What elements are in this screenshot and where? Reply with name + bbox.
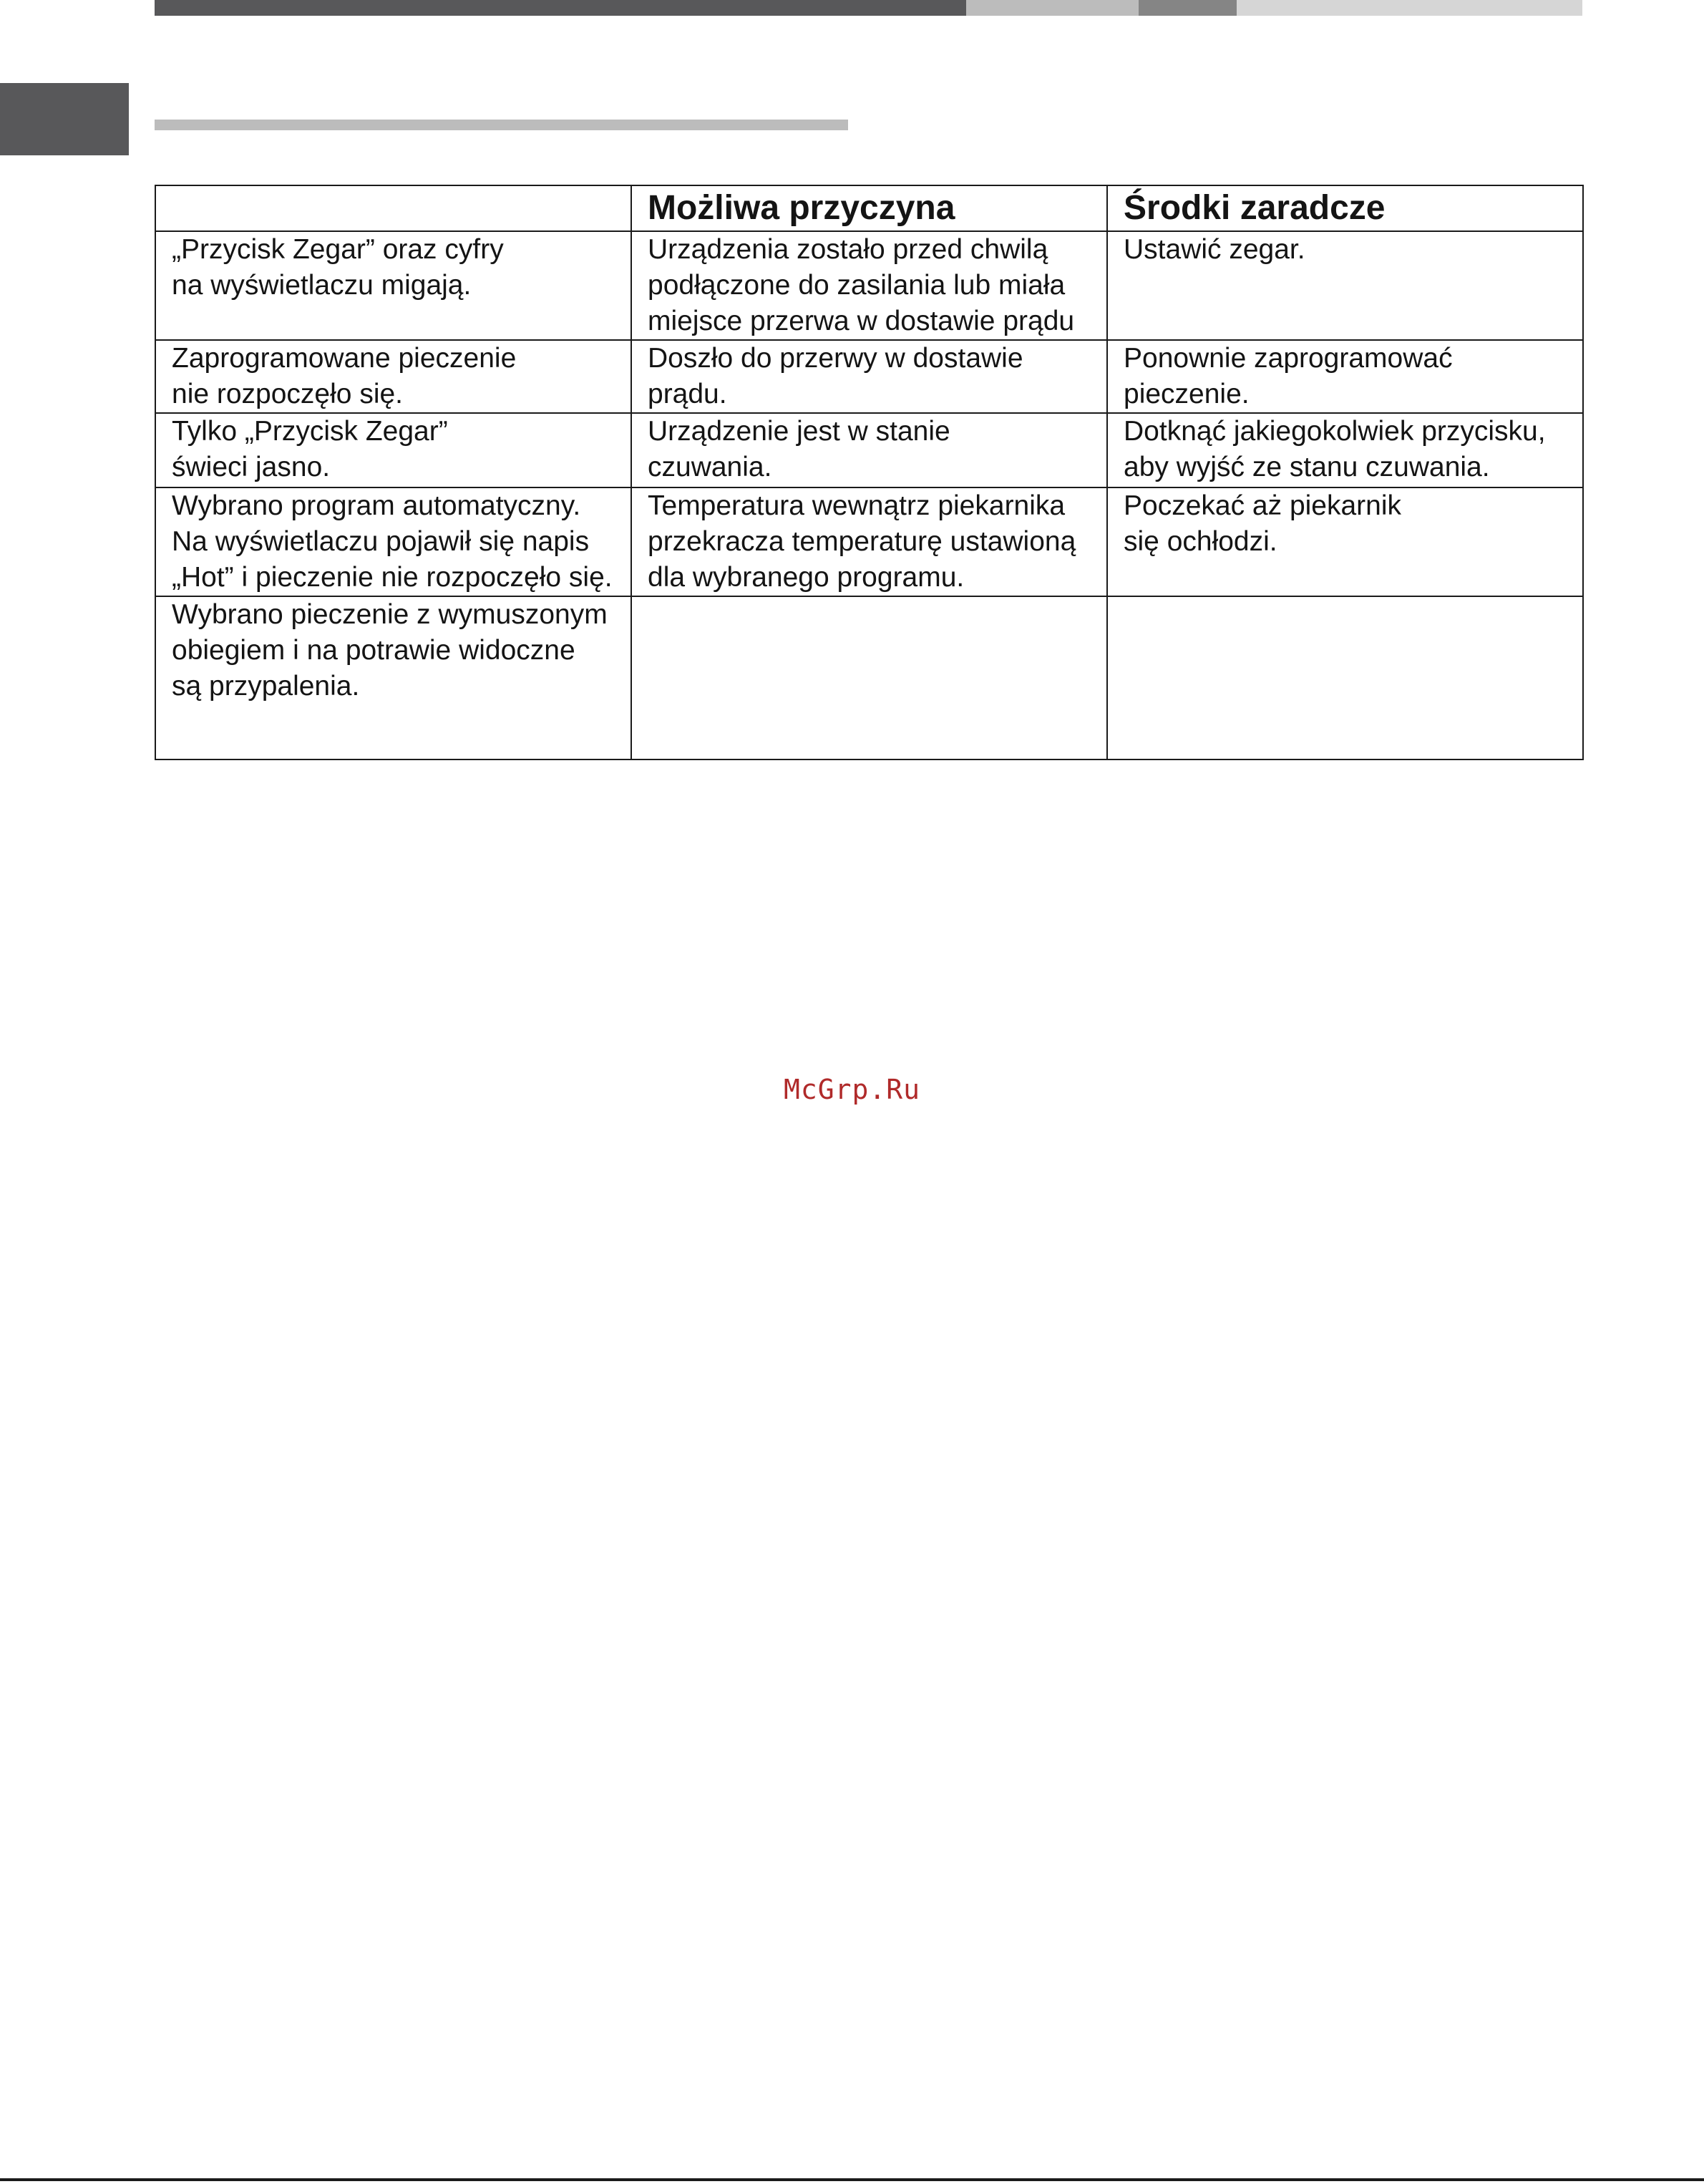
- cause-cell: Urządzenie jest w stanie czuwania.: [631, 413, 1107, 487]
- header-problem: [155, 185, 631, 231]
- table-row: [155, 413, 1583, 487]
- problem-cell: Wybrano program automatyczny. Na wyświetlaczu pojawił się napis „Hot” i pieczenie nie rozpoczęło się.: [155, 487, 631, 596]
- header-bar-segment-pale: [1237, 0, 1582, 16]
- cause-cell: [631, 596, 1107, 759]
- remedy-cell: Poczekać aż piekarnik się ochłodzi.: [1107, 487, 1583, 596]
- header-bar-segment-light: [966, 0, 1139, 16]
- header-possible-cause: Możliwa przyczyna: [631, 185, 1107, 231]
- section-side-tab: [0, 83, 129, 155]
- cause-cell: Urządzenia zostało przed chwilą podłączone do zasilania lub miała miejsce przerwa w dostawie prądu: [631, 231, 1107, 340]
- table-row: [155, 487, 1583, 596]
- table-row: [155, 231, 1583, 340]
- section-title-bar: [155, 120, 848, 130]
- page-bottom-rule: [0, 2178, 1704, 2181]
- problem-cell: Zaprogramowane pieczenie nie rozpoczęło się.: [155, 340, 631, 413]
- troubleshooting-table: [155, 185, 1584, 760]
- problem-cell: Wybrano pieczenie z wymuszonym obiegiem i na potrawie widoczne są przypalenia.: [155, 596, 631, 759]
- problem-cell: Tylko „Przycisk Zegar” świeci jasno.: [155, 413, 631, 487]
- header-bar-segment-mid: [1139, 0, 1237, 16]
- header-bar-segment-dark: [155, 0, 966, 16]
- remedy-cell: Ustawić zegar.: [1107, 231, 1583, 340]
- remedy-cell: Ponownie zaprogramować pieczenie.: [1107, 340, 1583, 413]
- cause-cell: Temperatura wewnątrz piekarnika przekracza temperaturę ustawioną dla wybranego programu.: [631, 487, 1107, 596]
- cause-cell: Doszło do przerwy w dostawie prądu.: [631, 340, 1107, 413]
- watermark-text: McGrp.Ru: [783, 1074, 921, 1105]
- table-row: [155, 596, 1583, 759]
- remedy-cell: [1107, 596, 1583, 759]
- table-header-row: [155, 185, 1583, 231]
- remedy-cell: Dotknąć jakiegokolwiek przycisku, aby wyjść ze stanu czuwania.: [1107, 413, 1583, 487]
- problem-cell: „Przycisk Zegar” oraz cyfry na wyświetlaczu migają.: [155, 231, 631, 340]
- table-row: [155, 340, 1583, 413]
- header-remedy: Środki zaradcze: [1107, 185, 1583, 231]
